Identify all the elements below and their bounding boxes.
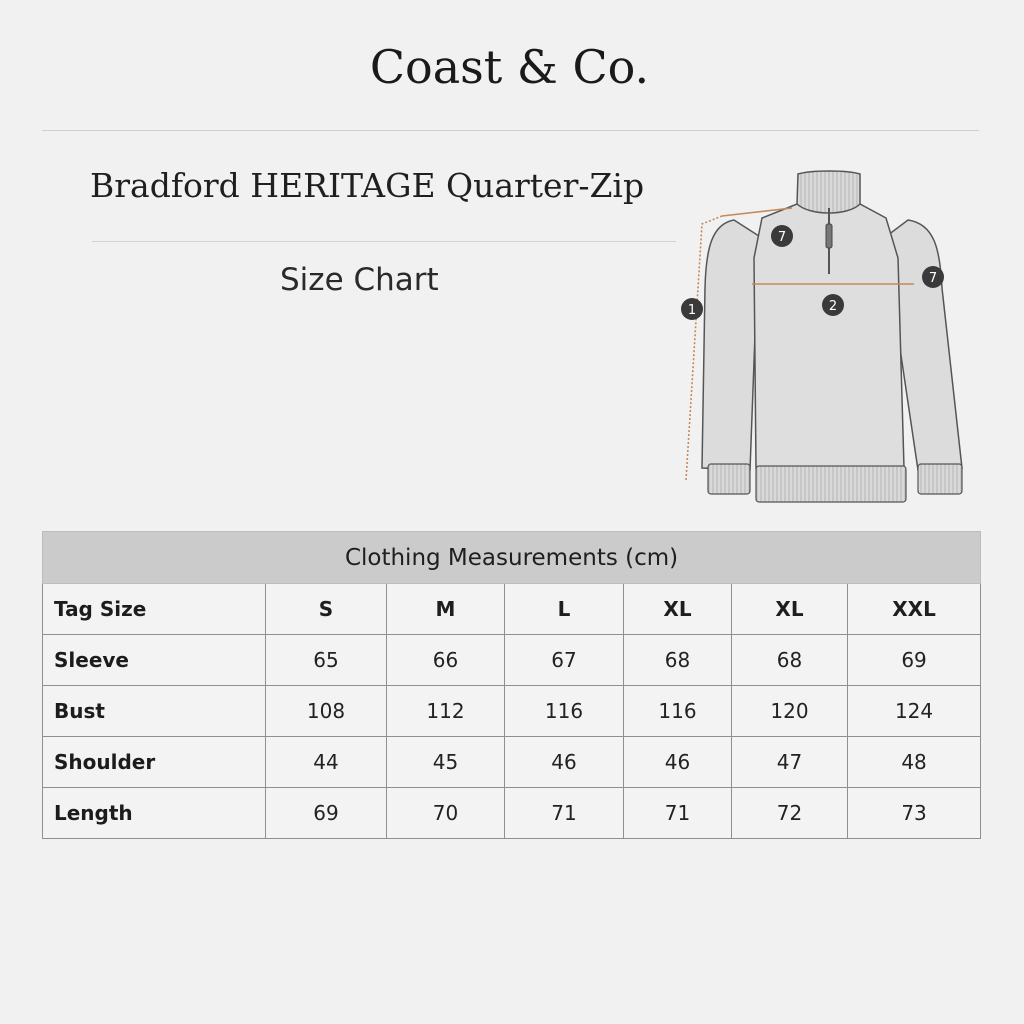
table-row <box>43 635 981 686</box>
row-label: Sleeve <box>43 635 266 686</box>
marker-7-left <box>771 225 793 247</box>
table-cell: 124 <box>848 686 981 737</box>
table-cell: 47 <box>732 737 848 788</box>
table-cell: 71 <box>505 788 624 839</box>
marker-2 <box>822 294 844 316</box>
table-cell: 112 <box>387 686 505 737</box>
size-header: XL <box>624 584 732 635</box>
size-header: M <box>387 584 505 635</box>
size-header: S <box>266 584 387 635</box>
table-cell: 70 <box>387 788 505 839</box>
table-cell: 72 <box>732 788 848 839</box>
marker-1 <box>681 298 703 320</box>
table-cell: 69 <box>266 788 387 839</box>
table-cell: 45 <box>387 737 505 788</box>
table-caption: Clothing Measurements (cm) <box>43 532 981 584</box>
sweater-illustration <box>672 168 972 508</box>
table-cell: 48 <box>848 737 981 788</box>
table-cell: 69 <box>848 635 981 686</box>
table-cell: 116 <box>624 686 732 737</box>
divider <box>42 130 979 131</box>
row-label: Bust <box>43 686 266 737</box>
table-cell: 108 <box>266 686 387 737</box>
table-cell: 73 <box>848 788 981 839</box>
size-header: XL <box>732 584 848 635</box>
table-cell: 68 <box>732 635 848 686</box>
page-subtitle: Size Chart <box>280 262 439 298</box>
row-label: Shoulder <box>43 737 266 788</box>
table-cell: 65 <box>266 635 387 686</box>
table-cell: 66 <box>387 635 505 686</box>
size-table <box>42 531 981 839</box>
svg-text:2: 2 <box>828 299 838 314</box>
cuff-left <box>708 464 750 494</box>
table-row <box>43 737 981 788</box>
svg-text:7: 7 <box>928 271 938 286</box>
table-cell: 67 <box>505 635 624 686</box>
table-cell: 68 <box>624 635 732 686</box>
row-label-tag-size: Tag Size <box>43 584 266 635</box>
table-cell: 46 <box>505 737 624 788</box>
table-cell: 120 <box>732 686 848 737</box>
table-cell: 116 <box>505 686 624 737</box>
table-cell: 44 <box>266 737 387 788</box>
table-cell: 71 <box>624 788 732 839</box>
svg-text:1: 1 <box>687 303 697 318</box>
size-header: XXL <box>848 584 981 635</box>
table-row <box>43 788 981 839</box>
marker-7-right <box>922 266 944 288</box>
table-header-row <box>43 584 981 635</box>
svg-text:7: 7 <box>777 230 787 245</box>
table-cell: 46 <box>624 737 732 788</box>
brand-logo: Coast & Co. <box>369 40 650 94</box>
table-row <box>43 686 981 737</box>
product-title: Bradford HERITAGE Quarter-Zip <box>90 166 645 205</box>
cuff-right <box>918 464 962 494</box>
size-header: L <box>505 584 624 635</box>
row-label: Length <box>43 788 266 839</box>
divider <box>92 241 676 242</box>
